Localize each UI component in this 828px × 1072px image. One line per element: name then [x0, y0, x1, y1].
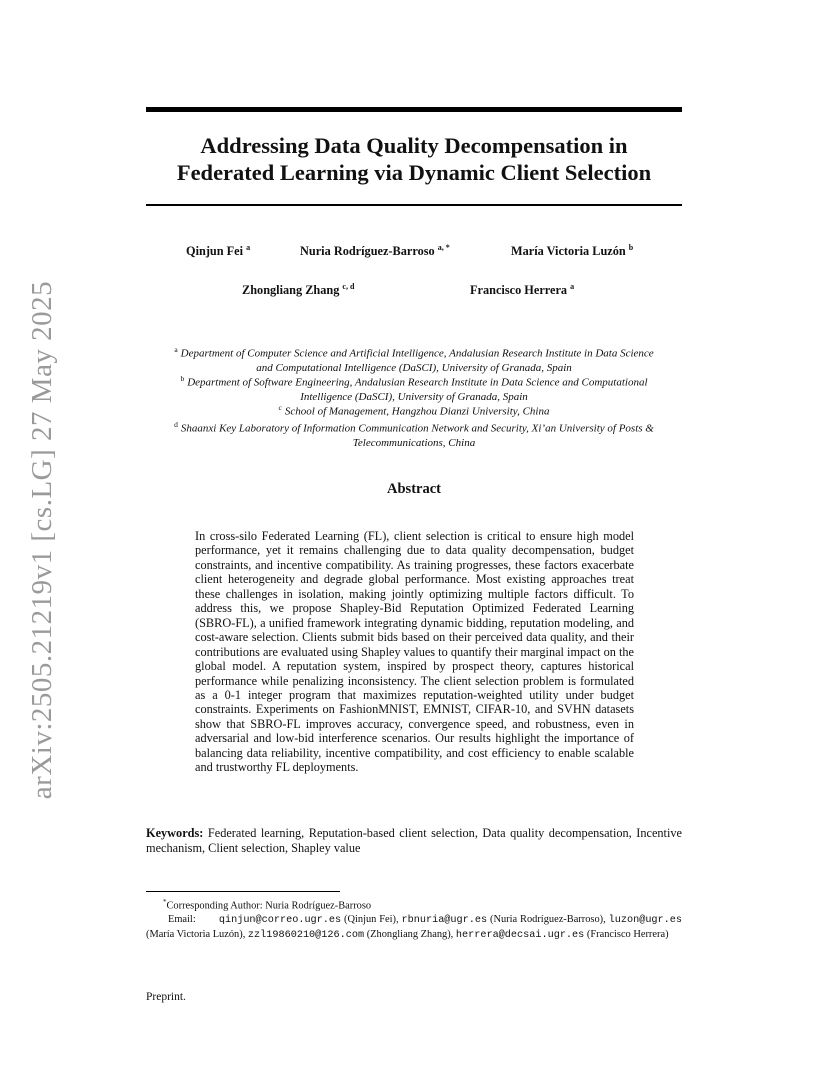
email-address[interactable]: herrera@decsai.ugr.es [455, 929, 585, 941]
email-address[interactable]: zzl19860210@126.com [247, 929, 365, 941]
title-line-2: Federated Learning via Dynamic Client Selection [176, 160, 652, 185]
affil-mark: c [278, 403, 282, 412]
author-name: Francisco Herrera [470, 283, 568, 298]
author-affil-mark: c, d [342, 282, 355, 291]
footnote-rule [146, 891, 340, 892]
title-top-rule [146, 107, 682, 112]
keywords-list: Federated learning, Reputation-based client selection, Data quality decompensation, Incentive mechanism, Client selection, Shapley value [146, 826, 682, 855]
author-name: María Victoria Luzón [511, 244, 626, 259]
corresponding-author-note: *Corresponding Author: Nuria Rodríguez-Barroso [163, 898, 372, 912]
email-owner: (Qinjun Fei), [344, 914, 399, 926]
abstract-heading: Abstract [387, 481, 441, 497]
abstract-text: In cross-silo Federated Learning (FL), client selection is critical to ensure high model performance, yet it remains challenging due to data quality decompensation, budget constraints, and incentive compatibility. As training progresses, these factors exacerbate client heterogeneity and degrade global performance. Most existing approaches treat these challenges in isolation, making jointly optimizing multiple factors difficult. To address this, we propose Shapley-Bid Reputation Optimized Federated Learning (SBRO-FL), a unified framework integrating dynamic bidding, reputation modeling, and cost-aware selection. Clients submit bids based on their perceived data quality, and their contributions are evaluated using Shapley values to quantify their marginal impact on the global model. A reputation system, inspired by prospect theory, captures historical performance while penalizing inconsistency. The client selection problem is formulated as a 0-1 integer program that maximizes reputation-weighted utility under budget constraints. Experiments on FashionMNIST, EMNIST, CIFAR-10, and SVHN datasets show that SBRO-FL improves accuracy, convergence speed, and robustness, even in adversarial and low-bid interference scenarios. Our results highlight the importance of balancing data reliability, incentive compatibility, and cost efficiency to enable scalable and trustworthy FL deployments. [195, 529, 634, 775]
email-label: Email: [168, 914, 196, 926]
author-affil-mark: a, * [437, 243, 450, 252]
title-bottom-rule [146, 204, 682, 206]
affil-line: Telecommunications, China [352, 436, 476, 449]
email-owner: (María Victoria Luzón), [146, 928, 246, 940]
affil-mark: d [174, 420, 178, 429]
email-address[interactable]: luzon@ugr.es [608, 915, 683, 927]
author-name: Nuria Rodríguez-Barroso [300, 244, 435, 259]
title-line-1: Addressing Data Quality Decompensation in [200, 133, 628, 158]
email-address[interactable]: qinjun@correo.ugr.es [218, 915, 342, 927]
author-affil-mark: a [570, 282, 575, 291]
affiliation-c [140, 401, 688, 419]
affil-line: Department of Software Engineering, Andalusian Research Institute in Data Science and Computational [187, 376, 648, 389]
author-2 [300, 243, 450, 259]
footnote [146, 896, 682, 942]
author-3 [511, 243, 633, 259]
email-owner: (Zhongliang Zhang), [366, 928, 454, 940]
author-name: Qinjun Fei [186, 244, 244, 259]
arxiv-stamp: arXiv:2505.21219v1 [cs.LG] 27 May 2025 [25, 280, 58, 800]
affiliation-b [140, 372, 688, 404]
keywords-label: Keywords: [146, 826, 204, 840]
author-1 [186, 243, 250, 259]
email-address[interactable]: rbnuria@ugr.es [401, 915, 488, 927]
preprint-label: Preprint. [146, 991, 186, 1003]
corresponding-author-text: Corresponding Author: Nuria Rodríguez-Barroso [166, 900, 372, 912]
affil-mark: a [174, 345, 178, 354]
affil-line: Intelligence (DaSCI), University of Granada, Spain [300, 390, 528, 403]
affil-line: School of Management, Hangzhou Dianzi University, China [284, 405, 550, 418]
affiliation-d [140, 418, 688, 450]
affil-line: Shaanxi Key Laboratory of Information Communication Network and Security, Xi’an University of Posts & [180, 422, 654, 435]
paper-title [146, 132, 682, 186]
affil-line: Department of Computer Science and Artificial Intelligence, Andalusian Research Institute in Data Science [180, 347, 654, 360]
email-list [146, 913, 682, 942]
affil-mark: b [180, 374, 185, 383]
affil-line: and Computational Intelligence (DaSCI), University of Granada, Spain [256, 361, 572, 374]
author-affil-mark: b [628, 243, 634, 252]
author-5 [470, 282, 574, 298]
author-4 [242, 282, 354, 298]
affiliation-a [140, 343, 688, 375]
email-owner: (Francisco Herrera) [586, 928, 669, 940]
author-name: Zhongliang Zhang [242, 283, 340, 298]
email-owner: (Nuria Rodríguez-Barroso), [490, 914, 606, 926]
author-affil-mark: a [246, 243, 251, 252]
keywords [146, 826, 682, 855]
